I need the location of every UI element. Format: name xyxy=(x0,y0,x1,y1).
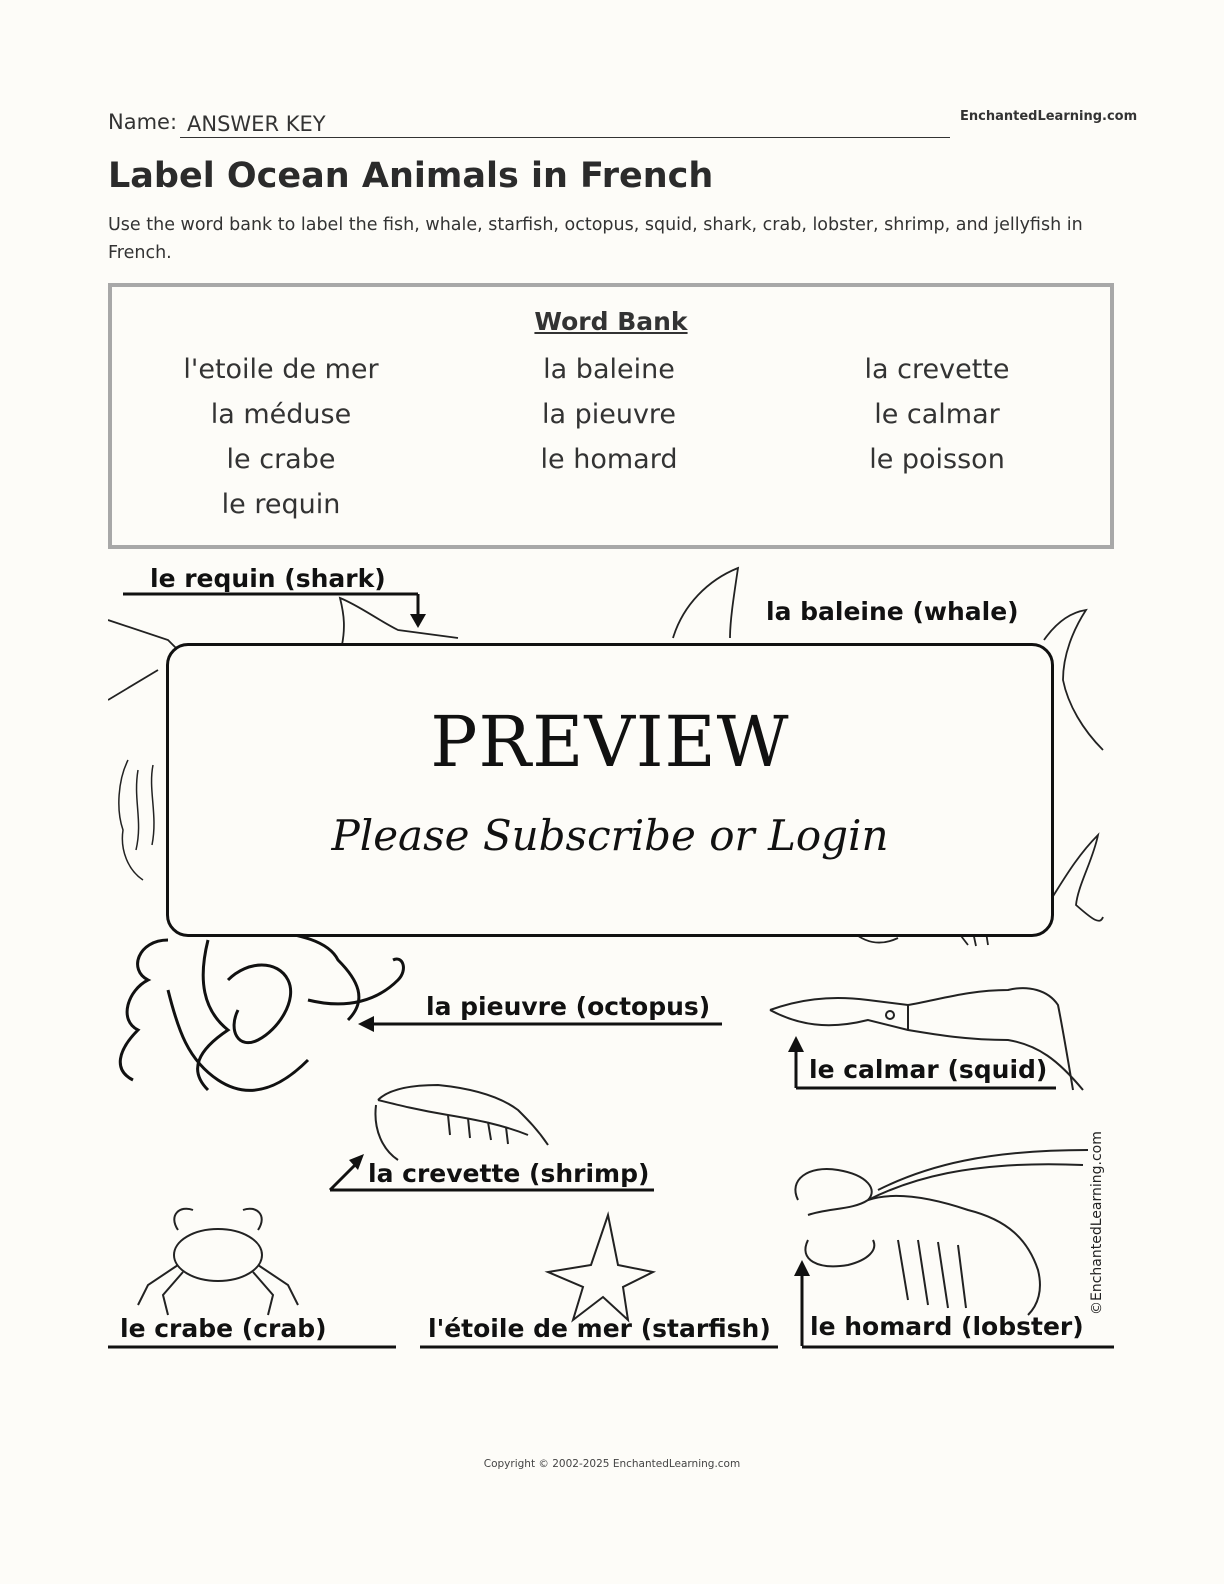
page-title: Label Ocean Animals in French xyxy=(108,156,714,196)
starfish-label: l'étoile de mer (starfish) xyxy=(428,1314,771,1343)
word-bank-word: la crevette xyxy=(864,354,1010,385)
octopus-label: la pieuvre (octopus) xyxy=(426,992,711,1021)
word-bank-word: le homard xyxy=(540,444,678,475)
name-field[interactable]: ANSWER KEY xyxy=(180,112,950,138)
preview-overlay[interactable] xyxy=(166,643,1054,937)
octopus-arrow-head xyxy=(358,1016,374,1032)
copyright: Copyright © 2002-2025 EnchantedLearning.com xyxy=(483,1458,741,1470)
octopus-drawing xyxy=(120,930,403,1090)
squid-label: le calmar (squid) xyxy=(809,1055,1048,1084)
shrimp-arrow xyxy=(330,1164,356,1190)
word-bank-column-1 xyxy=(116,347,446,527)
squid-arrow-head xyxy=(788,1036,804,1052)
name-label: Name: xyxy=(108,110,178,134)
shrimp-drawing xyxy=(375,1085,548,1160)
word-bank-column-2 xyxy=(444,347,774,482)
lobster-arrow-head xyxy=(794,1260,810,1276)
word-bank-word: la baleine xyxy=(543,354,675,385)
word-bank-column-3 xyxy=(772,347,1102,482)
jellyfish-drawing xyxy=(119,760,154,880)
whale-label: la baleine (whale) xyxy=(766,597,1019,626)
shark-label: le requin (shark) xyxy=(150,564,386,593)
subscribe-login-link[interactable]: Please Subscribe or Login xyxy=(331,811,889,860)
word-bank-word: le calmar xyxy=(874,399,1000,430)
site-logo[interactable]: EnchantedLearning.com xyxy=(960,109,1138,124)
word-bank-word: l'etoile de mer xyxy=(183,354,379,385)
word-bank xyxy=(108,283,1114,549)
word-bank-word: la méduse xyxy=(210,399,352,430)
word-bank-word: le crabe xyxy=(226,444,336,475)
crab-label: le crabe (crab) xyxy=(120,1314,327,1343)
preview-title: PREVIEW xyxy=(430,701,790,783)
word-bank-title: Word Bank xyxy=(534,307,688,336)
shrimp-label: la crevette (shrimp) xyxy=(368,1159,650,1188)
starfish-drawing xyxy=(548,1215,653,1320)
word-bank-word: la pieuvre xyxy=(541,399,677,430)
lobster-label: le homard (lobster) xyxy=(810,1312,1084,1341)
instructions: Use the word bank to label the fish, whale, starfish, octopus, squid, shark, crab, lobster, shrimp, and jellyfish in French. xyxy=(108,215,1083,263)
shark-arrow-head xyxy=(410,614,426,628)
crab-drawing xyxy=(138,1209,298,1315)
lobster-drawing xyxy=(795,1150,1088,1315)
word-bank-word: le requin xyxy=(221,489,341,520)
picture-watermark: ©EnchantedLearning.com xyxy=(1089,1131,1105,1315)
word-bank-word: le poisson xyxy=(869,444,1005,475)
